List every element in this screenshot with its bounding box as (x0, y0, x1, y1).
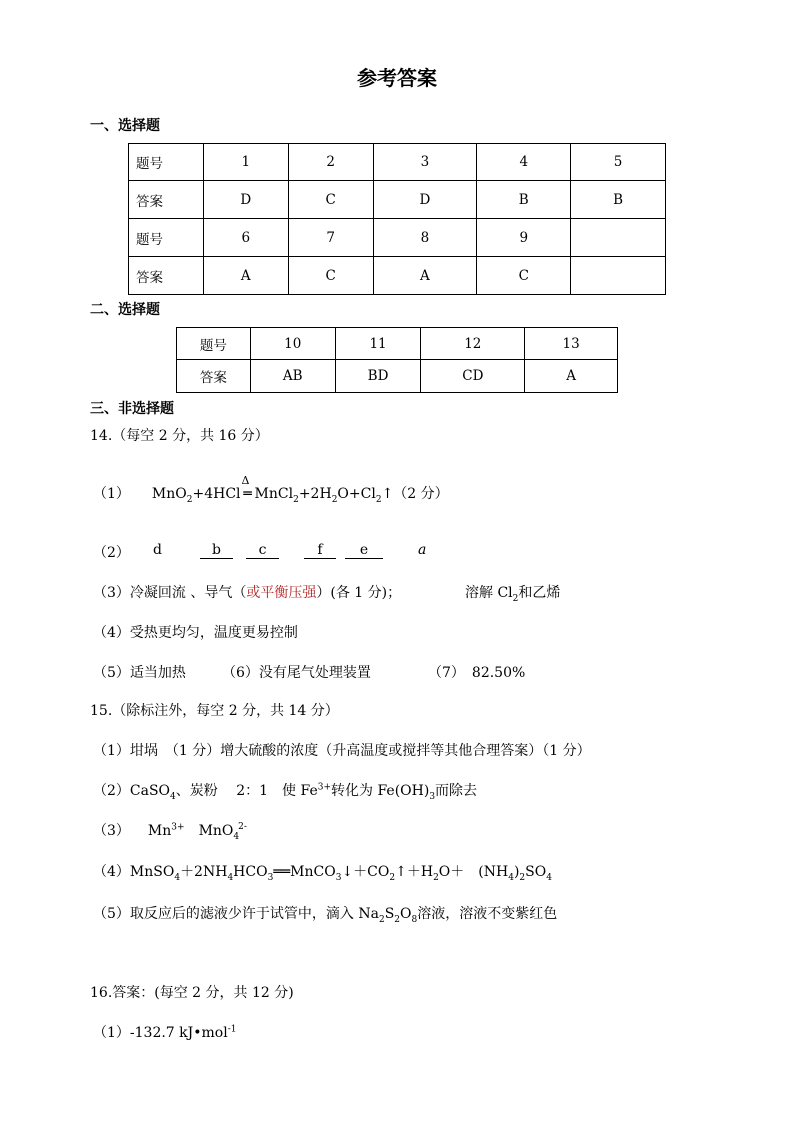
equation-text: （4）MnSO (93, 864, 175, 880)
section1-heading: 一、选择题 (90, 118, 160, 134)
table-cell: 11 (335, 328, 421, 360)
answer-text-red: 或平衡压强 (246, 585, 317, 601)
equation-text: +4HCl (192, 486, 241, 502)
q16-part1 (93, 1022, 236, 1042)
equation-text: MnCl (254, 486, 294, 502)
table-cell: 答案 (177, 360, 251, 393)
table-cell: 4 (477, 144, 571, 181)
answer-blank: c (246, 542, 279, 559)
q15-part3: （3） $Mn^{3+}$ MnO$_4^{2-}$ (93, 822, 247, 842)
q16-header: 16.答案：(每空 2 分，共 12 分) (90, 985, 294, 1001)
answer-value: 82.50% (471, 665, 526, 681)
table-row (177, 328, 618, 360)
table-cell: 题号 (129, 219, 204, 257)
table-cell: 3 (373, 144, 477, 181)
q14-part7 (428, 662, 525, 682)
answer-table-1 (128, 143, 666, 295)
table-cell: 答案 (129, 181, 204, 219)
answer-text: 、炭粉 2：1 使 Fe (175, 783, 318, 799)
equation-text: ══MnCO (273, 864, 336, 880)
answer-text: ）(各 1 分)； (316, 585, 402, 601)
answer-text: （2）CaSO (93, 783, 171, 799)
q15-header: 15.（除标注外，每空 2 分，共 14 分） (90, 703, 339, 719)
table-row (129, 144, 666, 181)
answer-text: 而除去 (435, 783, 478, 799)
q15-part2: （2）CaSO$_4$、炭粉 2：1 使 $Fe^{3+}$转化为 $Fe(OH)_3$而除去 (93, 782, 478, 802)
table-cell: 9 (477, 219, 571, 257)
table-cell: C (288, 257, 373, 295)
score-note: （2 分） (393, 486, 449, 502)
ion-text: Mn (147, 823, 172, 839)
q14-part6: （6）没有尾气处理装置 (222, 665, 371, 681)
table-cell: 13 (525, 328, 618, 360)
q14-header: 14.（每空 2 分，共 16 分） (90, 428, 269, 444)
part-label: （3） (93, 823, 130, 839)
equation-text: HCO (233, 864, 268, 880)
table-cell: 10 (250, 328, 335, 360)
table-cell: 题号 (177, 328, 251, 360)
equation-text: ＋2NH (180, 864, 228, 880)
answer-blank: f (304, 542, 336, 559)
table-cell: B (477, 181, 571, 219)
q14-part5: （5）适当加热 (93, 665, 186, 681)
equation-text: ↓＋CO (341, 864, 390, 880)
answer-text: O (400, 906, 412, 922)
table-cell: A (203, 257, 288, 295)
answer-text: （3）冷凝回流 、导气（ (93, 585, 247, 601)
table-cell: 8 (373, 219, 477, 257)
answer-blank: b (200, 542, 233, 559)
table-cell: 12 (421, 328, 525, 360)
table-cell: D (203, 181, 288, 219)
q15-part1: （1）坩埚 （1 分）增大硫酸的浓度（升高温度或搅拌等其他合理答案）（1 分） (93, 743, 591, 759)
answer-text: （1）-132.7 kJ•mol (93, 1025, 228, 1041)
answer-text: S (384, 906, 395, 922)
equation-text: SO (525, 864, 547, 880)
answer-text: 转化为 Fe(OH) (331, 783, 430, 799)
table-cell: 2 (288, 144, 373, 181)
equation-text: MnO (151, 486, 187, 502)
table-cell: 7 (288, 219, 373, 257)
ion-text: MnO (198, 823, 234, 839)
table-cell: CD (421, 360, 525, 393)
table-cell: 1 (203, 144, 288, 181)
part-label: （7） (428, 665, 458, 681)
table-row (129, 219, 666, 257)
answer-blank: e (345, 542, 383, 559)
part-label: （2） (93, 545, 130, 561)
table-cell: 答案 (129, 257, 204, 295)
table-cell: A (373, 257, 477, 295)
table-cell: C (288, 181, 373, 219)
section2-heading: 二、选择题 (90, 302, 160, 318)
q14-part3 (93, 582, 401, 602)
equation-text: +2H (298, 486, 332, 502)
table-cell: B (571, 181, 666, 219)
table-row (177, 360, 618, 393)
table-cell: 题号 (129, 144, 204, 181)
part-label: （1） (93, 486, 130, 502)
equation-text: O+Cl (337, 486, 376, 502)
superscript: -1 (227, 1024, 237, 1035)
answer-blank: a (418, 542, 427, 558)
q14-part3-b: 溶解 $Cl_2$和乙烯 (465, 585, 561, 604)
answer-text: 溶液，溶液不变紫红色 (417, 906, 558, 922)
table-row (129, 181, 666, 219)
section3-heading: 三、非选择题 (90, 401, 174, 417)
page-title: 参考答案 (357, 66, 437, 90)
table-cell: BD (335, 360, 421, 393)
table-cell: 6 (203, 219, 288, 257)
answer-blank: d (153, 542, 162, 558)
table-cell: A (525, 360, 618, 393)
answer-table-2 (176, 327, 618, 393)
q15-part5: （5）取反应后的滤液少许于试管中，滴入 $Na_2S_2O_8$溶液，溶液不变紫红色 (93, 906, 558, 925)
table-cell: 5 (571, 144, 666, 181)
equation-text: ↑＋H (395, 864, 434, 880)
equation-text: O＋ (NH (438, 864, 509, 880)
equation-text: ) (513, 864, 520, 880)
heat-equals-sign: Δ ═ (241, 474, 252, 502)
q14-part2 (93, 542, 130, 562)
answer-text: （5）取反应后的滤液少许于试管中，滴入 Na (93, 906, 379, 922)
q14-part4: （4）受热更均匀，温度更易控制 (93, 625, 298, 641)
table-row (129, 257, 666, 295)
q14-part1: （1） MnO$_2$+4HCl Δ ═ $MnCl_2+2H_2O+Cl_2↑(2$ 分） (93, 474, 449, 505)
table-cell (571, 257, 666, 295)
table-cell: C (477, 257, 571, 295)
answer-text: 溶解 Cl (465, 585, 513, 601)
q15-part4: $(4)MnSO_4+2NH_4HCO_3══MnCO_3↓+CO_2↑+H_2O+$ $(NH_4)_2SO_4$ (93, 864, 552, 883)
delta-symbol: Δ (241, 474, 250, 487)
table-cell: AB (250, 360, 335, 393)
table-cell (571, 219, 666, 257)
answer-text: 和乙烯 (518, 585, 561, 601)
table-cell: D (373, 181, 477, 219)
